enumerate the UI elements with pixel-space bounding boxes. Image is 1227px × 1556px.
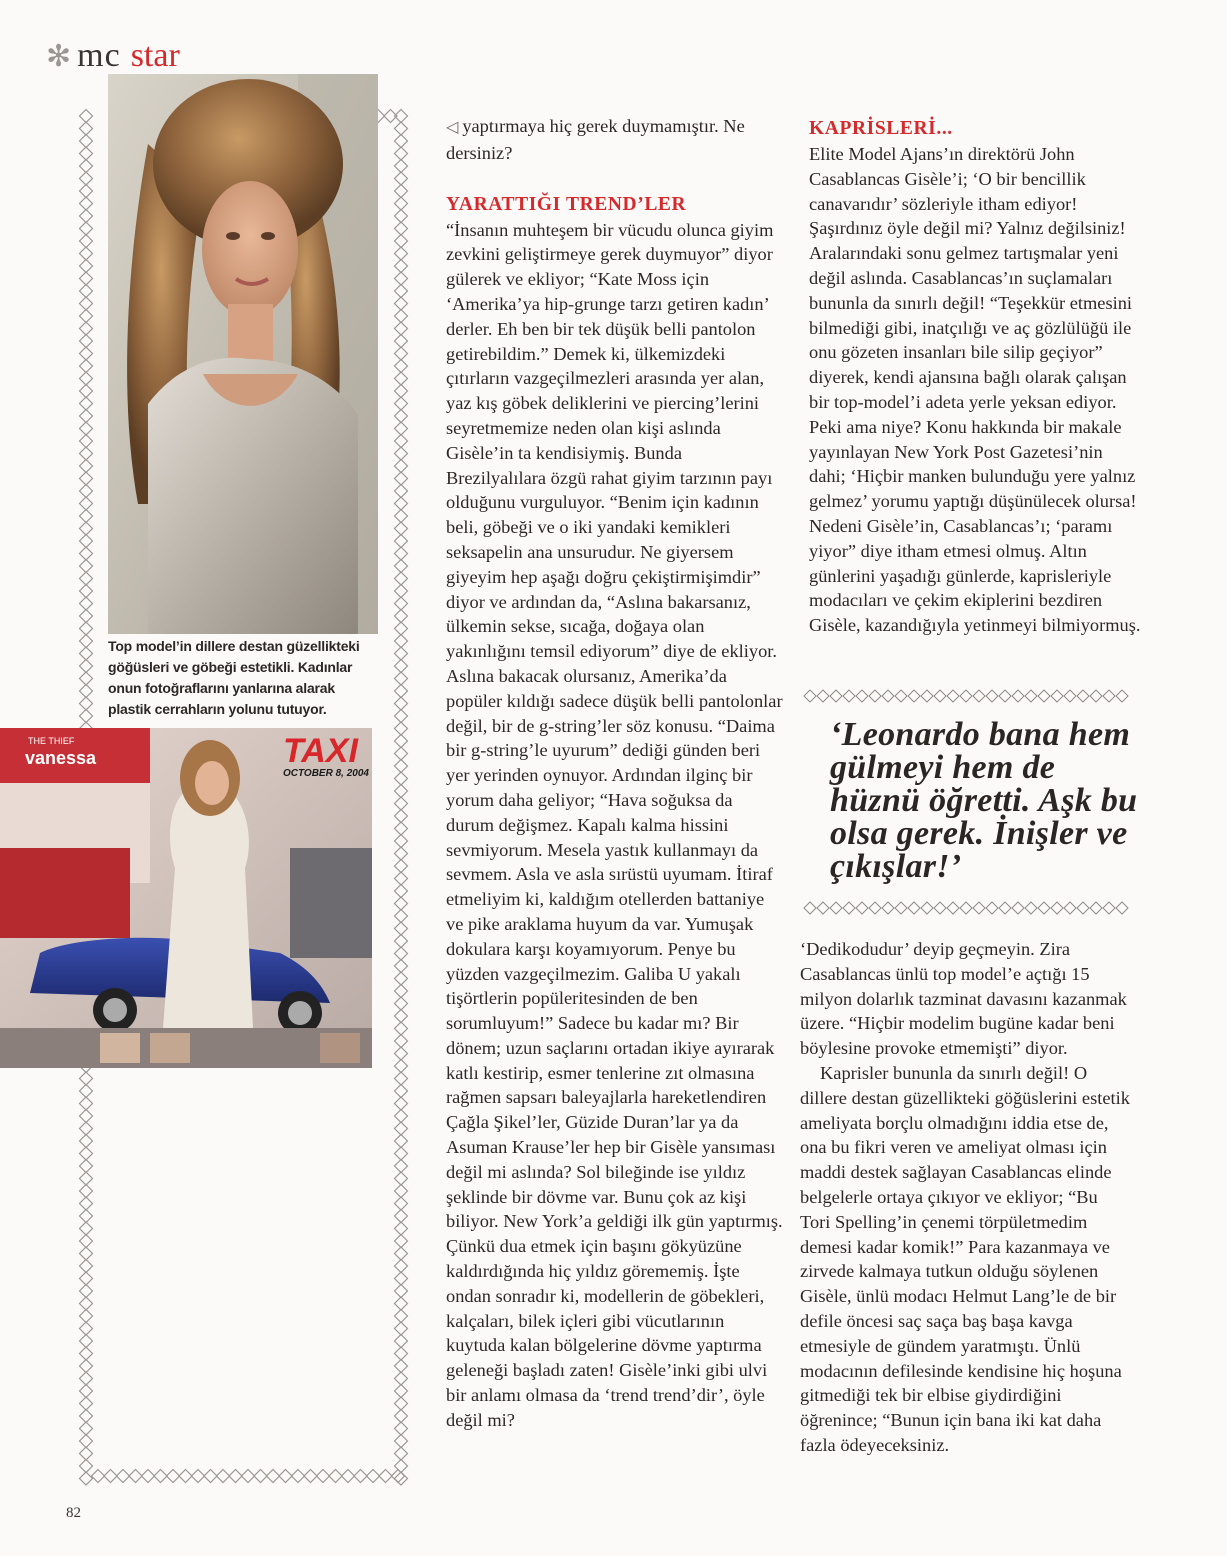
portrait-photo xyxy=(108,74,378,634)
subhead-caprices: KAPRİSLERİ... xyxy=(809,118,953,139)
pull-quote: ‘Leonardo bana hem gülmeyi hem de hüznü öğretti. Aşk bu olsa gerek. İnişler ve çıkışlar!’ xyxy=(830,716,1138,885)
article-column-2 xyxy=(446,114,784,1433)
section-header xyxy=(46,36,180,77)
body-text: Elite Model Ajans’ın direktörü John Casablancas Gisèle’i; ‘O bir bencillik canavarıdır’ sözleriyle itham ediyor! Şaşırdınız öyle değil mi? Yalnız değilsiniz! Aralarındaki sonu gelmez tartışmalar yeni değil aslında. Casablancas’ın suçlamaları bununla da sınırlı değil! “Teşekkür etmesini bilmediği gibi, inatçılığı ve aç gözlülüğü ile onu gözeten insanları bile silip geçiyor” diyerek, kendi ajansına bağlı olarak çalışan bir top-model’i adeta yerle yeksan ediyor. Peki ama niye? Konu hakkında bir makale yayınlayan New York Post Gazetesi’nin dahi; ‘Hiçbir manken bulunduğu yere yalnız gelmez’ yorumu yaptığı düşünülecek olursa! Nedeni Gisèle’in, Casablancas’ı; ‘paramı yiyor” diye itham etmesi olmuş. Altın günlerini yaşadığı günlerde, kaprisleriyle modacıları ve çekim ekiplerini bezdiren Gisèle, kazandığıyla yetinmeyi bilmiyormuş. xyxy=(809,144,1141,636)
movie-poster-photo xyxy=(0,728,372,1068)
quote-divider-top xyxy=(802,688,1132,704)
section-title: star xyxy=(130,37,180,74)
body-text: “İnsanın muhteşem bir vücudu olunca giyim zevkini geliştirmeye gerek duymuyor” diyor gülerek ve ekliyor; “Kate Moss için ‘Amerika’ya hip-grunge tarzı getiren kadın’ derler. Eh ben bir tek düşük belli pantolon getirebildim.” Demek ki, ülkemizdeki çıtırların vazgeçilmezleri arasında yer alan, yaz kış göbek deliklerini ve piercing’lerini seyretmemize neden olan kişi aslında Gisèle’in ta kendisiymiş. Bunda Brezilyalılara özgü rahat giyim tarzının payı olduğunu vurguluyor. “Benim için kadının beli, göbeği ve o iki yandaki kemikleri seksapelin ana unsurudur. Ne giyersem giyeyim hep aşağı doğru çekiştirmişimdir” diyor ve ardından da, “Aslına bakarsanız, ülkemin sekse, sıcağa, doğaya olan yakınlığını temsil ediyorum” diye de ekliyor. Aslına bakacak olursanız, Amerika’da popüler kıldığı sadece düşük belli pantolonlar değil, bir de g-string’ler söz konusu. “Daima bir g-string’le uyurum” dediği günden beri yer yerinden oynuyor. Ardından ilginç bir yorum daha geliyor; “Hava soğuksa da durum değişmez. Kapalı kalma hissini sevmiyorum. Mesela yastık kullanmayı da sevmem. Asla ve asla sırüstü uyumam. İtiraf etmeliyim ki, kaldığım otellerden battaniye ve pike araklama huyum da var. Yumuşak dokulara karşı koyamıyorum. Penye bu yüzden vazgeçilmezim. Galiba U yakalı tişörtlerin popüleritesinden de ben sorumluyum!” Sadece bu kadar mı? Bir dönem; uzun saçlarını ortadan ikiye ayırarak katlı kestirip, esmer tenlerine zıt olmasına rağmen sapsarı baleyajlarla hareketlendiren Çağla Şikel’ler, Güzide Duran’lar ya da Asuman Krause’ler hep bir Gisèle yansıması değil mi aslında? Sol bileğinde ise yıldız şeklinde bir dövme var. Bunu çok az kişi biliyor. New York’a geldiği ilk gün yaptırmış. Çünkü dua etmek için başını gökyüzüne kaldırdığında hiç yıldız görememiş. İşte ondan sonradır ki, modellerin de göbekleri, kalçaları, bilek içleri gibi vücutlarının kuytuda kalan bölgelerine dövme yaptırma geleneği başladı zaten! Gisèle’inki gibi ulvi bir anlamı olmasa da ‘trend trend’dir’, öyle değil mi? xyxy=(446,219,783,1430)
section-name: mc xyxy=(77,37,121,74)
poster-title: TAXI xyxy=(283,732,358,770)
article-column-3-top xyxy=(809,116,1141,638)
poster-name: vanessa xyxy=(25,748,97,768)
page-number: 82 xyxy=(66,1505,81,1521)
photo-caption: Top model’in dillere destan güzellikteki göğüsleri ve göbeği estetikli. Kadınlar onun fotoğraflarını yanlarına alarak plastik cerrahların yolunu tutuyor. xyxy=(108,638,360,717)
article-column-3-bottom xyxy=(800,937,1130,1458)
quote-divider-bottom xyxy=(802,900,1132,916)
asterisk-flower-icon: ✻ xyxy=(46,40,72,73)
continuation-arrow-icon: ◁ xyxy=(446,119,459,136)
body-text: Kaprisler bununla da sınırlı değil! O dillere destan güzellikteki göğüslerini estetik ameliyata borçlu olmadığını iddia etse de, ona bu fikri veren ve ameliyat olması için maddi destek sağlayan Casablancas elinde belgelerle ortaya çıkıyor ve ekliyor; “Bu Tori Spelling’in çenemi törpületmedim demesi kadar komik!” Para kazanmaya ve zirvede kalmaya tutkun olduğu söylenen Gisèle, ünlü modacı Helmut Lang’le de bir defile öncesi saç saça baş başa kavga etmesiyle de gündem yaratmıştı. Ünlü modacının defilesinde kendisine hiç hoşuna gitmediği tek bir elbise giydirdiğini öğrenince; “Bunun için bana iki kat daha fazla ödeyeceksiniz. xyxy=(800,1062,1130,1455)
lead-text: yaptırmaya hiç gerek duymamıştır. Ne dersiniz? xyxy=(446,116,745,163)
poster-subtitle: THE THIEF xyxy=(28,736,75,746)
body-text: ‘Dedikodudur’ deyip geçmeyin. Zira Casablancas ünlü top model’e açtığı 15 milyon dolarlık tazminat davasını kazanmak üzere. “Hiçbir modelim bugüne kadar beni böylesine provoke etmemişti” diyor. xyxy=(800,939,1127,1059)
poster-date: OCTOBER 8, 2004 xyxy=(283,768,369,779)
subhead-trends: YARATTIĞI TREND’LER xyxy=(446,193,687,215)
